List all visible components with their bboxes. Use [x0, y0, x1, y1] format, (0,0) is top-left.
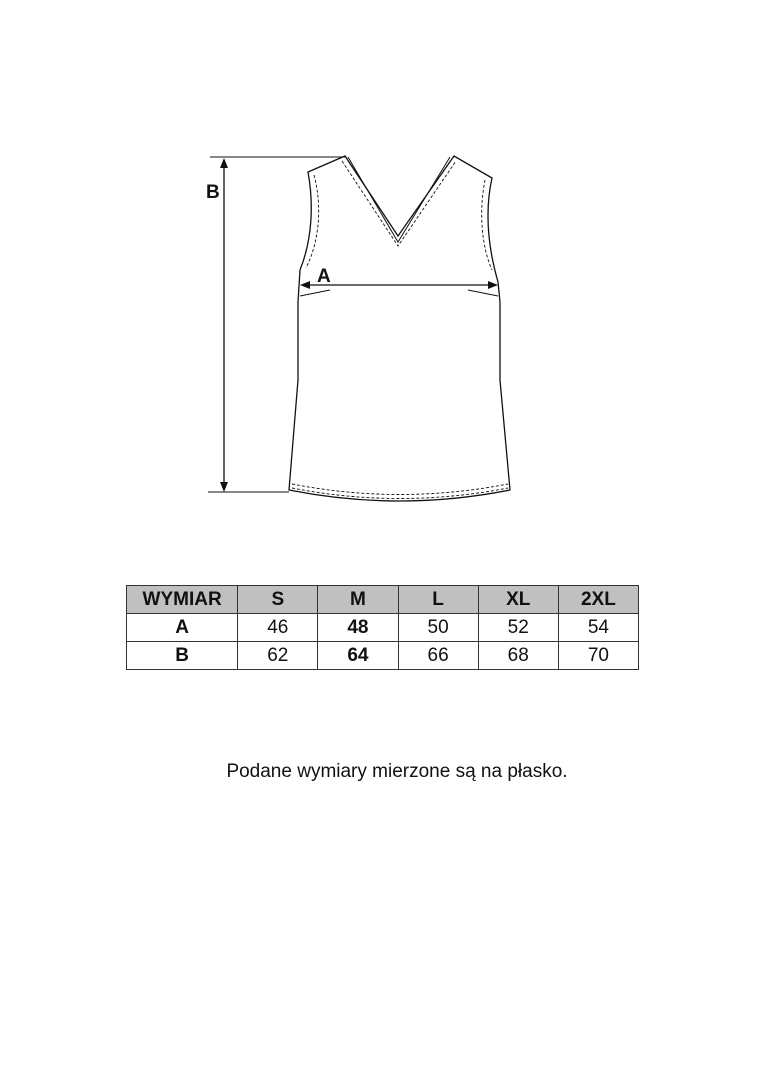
- row-label-a: A: [127, 614, 238, 642]
- measurement-note: Podane wymiary mierzone są na płasko.: [226, 761, 568, 782]
- right-armhole-stitch: [482, 180, 492, 270]
- cell-b-l: 66: [398, 642, 478, 670]
- cell-a-s: 46: [238, 614, 318, 642]
- size-table-header-row: [127, 586, 639, 614]
- table-row: [127, 642, 639, 670]
- size-table: [126, 585, 639, 670]
- measure-a-arrow-left: [300, 281, 310, 289]
- cell-b-2xl: 70: [558, 642, 638, 670]
- measure-b-arrow-top: [220, 158, 228, 168]
- left-underarm-mark: [300, 290, 330, 296]
- measure-a-label: A: [317, 266, 331, 287]
- neckline-stitch: [342, 161, 456, 246]
- header-size-m: M: [318, 586, 398, 614]
- neckline-inner: [348, 157, 450, 242]
- measure-a-arrow-right: [488, 281, 498, 289]
- cell-b-xl: 68: [478, 642, 558, 670]
- header-size-l: L: [398, 586, 478, 614]
- cell-a-xl: 52: [478, 614, 558, 642]
- garment-outline: [289, 156, 510, 501]
- cell-b-m: 64: [318, 642, 398, 670]
- row-label-b: B: [127, 642, 238, 670]
- left-armhole-stitch: [306, 175, 319, 268]
- cell-b-s: 62: [238, 642, 318, 670]
- cell-a-l: 50: [398, 614, 478, 642]
- cell-a-m: 48: [318, 614, 398, 642]
- header-size-xl: XL: [478, 586, 558, 614]
- header-label-cell: WYMIAR: [127, 586, 238, 614]
- table-row: [127, 614, 639, 642]
- measure-b-label: B: [206, 182, 220, 203]
- right-underarm-mark: [468, 290, 498, 296]
- header-size-s: S: [238, 586, 318, 614]
- measure-b-arrow-bottom: [220, 482, 228, 492]
- cell-a-2xl: 54: [558, 614, 638, 642]
- header-size-2xl: 2XL: [558, 586, 638, 614]
